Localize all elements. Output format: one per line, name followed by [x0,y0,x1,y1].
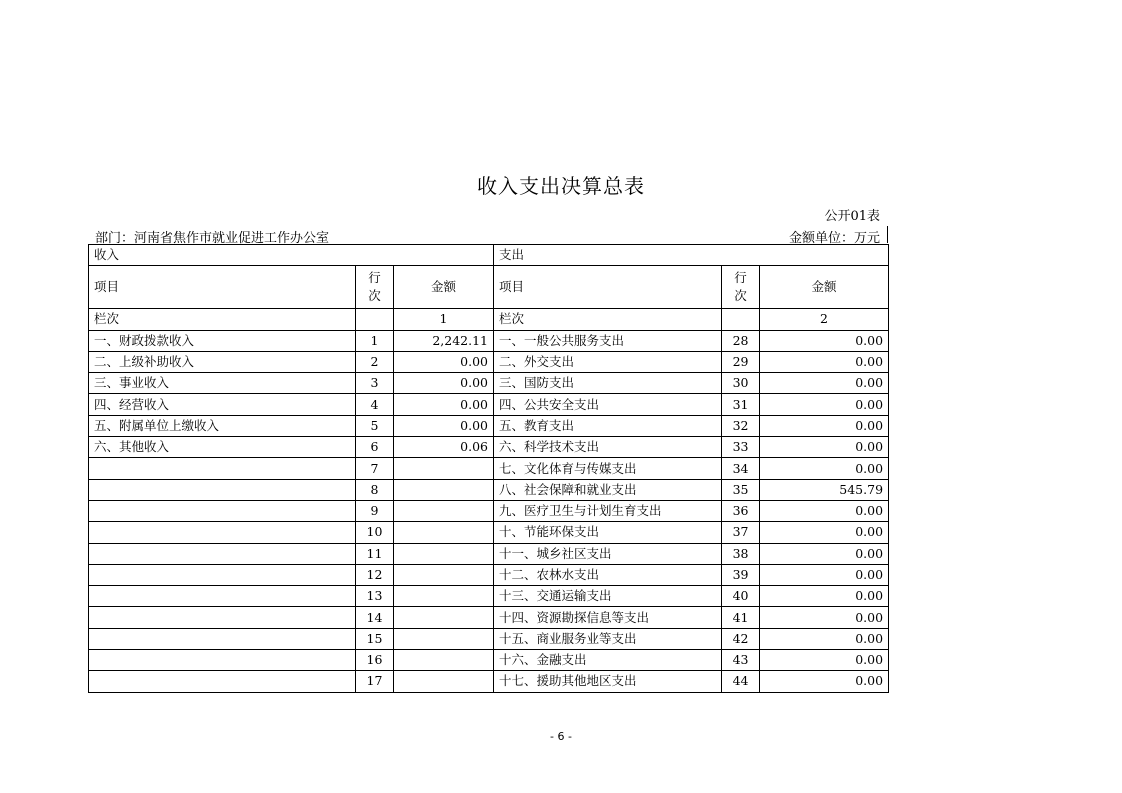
expense-item-cell: 五、教育支出 [494,415,722,436]
expense-row-no-cell: 28 [722,330,760,351]
expense-row-no-cell: 29 [722,351,760,372]
income-item-cell: 一、财政拨款收入 [89,330,356,351]
income-amount-cell [394,522,494,543]
income-amount-cell [394,564,494,585]
row-no-header-bottom: 次 [734,287,747,303]
expense-row-no-cell: 30 [722,373,760,394]
table-row [89,437,889,458]
table-row [89,564,889,585]
expense-row-no-cell: 35 [722,479,760,500]
income-row-no-cell: 10 [356,522,394,543]
income-item-cell: 五、附属单位上缴收入 [89,415,356,436]
expense-row-no-header [722,266,760,309]
department-label: 部门：河南省焦作市就业促进工作办公室 [95,231,330,246]
table-row [89,373,889,394]
expense-amount-cell: 0.00 [760,671,889,692]
expense-amount-cell: 0.00 [760,458,889,479]
income-amount-cell [394,479,494,500]
expense-amount-cell: 0.00 [760,500,889,521]
expense-row-no-cell: 33 [722,437,760,458]
income-amount-cell: 0.00 [394,394,494,415]
income-section-header: 收入 [89,245,494,266]
form-number: 公开01表 [824,209,880,224]
income-row-no-header [356,266,394,309]
income-item-cell [89,500,356,521]
expense-amount-header: 金额 [760,266,889,309]
income-item-cell: 三、事业收入 [89,373,356,394]
expense-row-no-cell: 31 [722,394,760,415]
income-amount-cell [394,543,494,564]
expense-amount-cell: 0.00 [760,351,889,372]
table-row [89,522,889,543]
expense-amount-cell: 0.00 [760,415,889,436]
income-item-cell [89,607,356,628]
expense-item-cell: 六、科学技术支出 [494,437,722,458]
income-amount-cell [394,607,494,628]
expense-item-cell: 十一、城乡社区支出 [494,543,722,564]
table-row [89,671,889,692]
income-item-cell [89,543,356,564]
income-item-cell [89,586,356,607]
expense-amount-cell: 0.00 [760,394,889,415]
expense-amount-cell: 0.00 [760,564,889,585]
expense-amount-cell: 0.00 [760,607,889,628]
income-row-no-cell: 9 [356,500,394,521]
expense-amount-cell: 0.00 [760,586,889,607]
section-header-row [89,245,889,266]
expense-item-header: 项目 [494,266,722,309]
income-item-cell [89,522,356,543]
income-amount-cell: 0.00 [394,373,494,394]
income-amount-cell: 0.06 [394,437,494,458]
table-row [89,351,889,372]
expense-amount-cell: 0.00 [760,543,889,564]
table-row [89,394,889,415]
expense-section-header: 支出 [494,245,889,266]
table-row [89,458,889,479]
expense-row-no-cell: 34 [722,458,760,479]
income-item-cell [89,458,356,479]
income-row-no-cell: 4 [356,394,394,415]
table-row [89,500,889,521]
expense-item-cell: 二、外交支出 [494,351,722,372]
income-item-header: 项目 [89,266,356,309]
income-amount-cell [394,500,494,521]
table-row [89,330,889,351]
income-amount-header: 金额 [394,266,494,309]
table-row [89,479,889,500]
expense-row-no-cell: 36 [722,500,760,521]
amount-unit-label: 金额单位：万元 [788,231,880,246]
income-amount-cell: 2,242.11 [394,330,494,351]
table-row [89,543,889,564]
expense-row-no-cell: 41 [722,607,760,628]
income-row-no-cell: 17 [356,671,394,692]
expense-item-cell: 十六、金融支出 [494,650,722,671]
expense-col-order-number: 2 [760,309,889,330]
income-amount-cell: 0.00 [394,351,494,372]
page-title: 收入支出决算总表 [477,174,645,198]
expense-row-no-cell: 43 [722,650,760,671]
expense-amount-cell: 0.00 [760,650,889,671]
row-no-header-top: 行 [368,269,381,285]
income-item-cell [89,650,356,671]
income-row-no-cell: 11 [356,543,394,564]
income-row-no-cell: 14 [356,607,394,628]
table-body [89,330,889,692]
income-amount-cell: 0.00 [394,415,494,436]
income-amount-cell [394,586,494,607]
income-item-cell: 二、上级补助收入 [89,351,356,372]
expense-amount-cell: 0.00 [760,437,889,458]
expense-amount-cell: 0.00 [760,628,889,649]
expense-row-no-cell: 39 [722,564,760,585]
income-expense-table [88,244,889,693]
income-col-order-number: 1 [394,309,494,330]
expense-row-no-cell: 37 [722,522,760,543]
expense-col-order-label: 栏次 [494,309,722,330]
unit-divider [887,226,888,243]
income-row-no-cell: 3 [356,373,394,394]
expense-item-cell: 三、国防支出 [494,373,722,394]
income-row-no-cell: 15 [356,628,394,649]
expense-amount-cell: 0.00 [760,373,889,394]
income-row-no-cell: 8 [356,479,394,500]
income-amount-cell [394,650,494,671]
expense-item-cell: 十七、援助其他地区支出 [494,671,722,692]
income-col-order-label: 栏次 [89,309,356,330]
expense-item-cell: 九、医疗卫生与计划生育支出 [494,500,722,521]
column-order-row [89,309,889,330]
table-row [89,650,889,671]
income-row-no-cell: 7 [356,458,394,479]
table-row [89,415,889,436]
expense-amount-cell: 0.00 [760,330,889,351]
income-amount-cell [394,458,494,479]
expense-item-cell: 八、社会保障和就业支出 [494,479,722,500]
table-row [89,607,889,628]
expense-amount-cell: 545.79 [760,479,889,500]
income-row-no-cell: 2 [356,351,394,372]
expense-item-cell: 七、文化体育与传媒支出 [494,458,722,479]
income-item-cell [89,628,356,649]
expense-row-no-cell: 44 [722,671,760,692]
expense-item-cell: 十四、资源勘探信息等支出 [494,607,722,628]
income-row-no-cell: 1 [356,330,394,351]
expense-item-cell: 十二、农林水支出 [494,564,722,585]
expense-row-no-cell: 32 [722,415,760,436]
column-header-row [89,266,889,309]
income-amount-cell [394,628,494,649]
income-row-no-cell: 5 [356,415,394,436]
row-no-header-bottom: 次 [368,287,381,303]
income-item-cell: 六、其他收入 [89,437,356,458]
income-col-order-empty [356,309,394,330]
table-row [89,586,889,607]
expense-row-no-cell: 38 [722,543,760,564]
expense-item-cell: 一、一般公共服务支出 [494,330,722,351]
expense-col-order-empty [722,309,760,330]
income-item-cell: 四、经营收入 [89,394,356,415]
income-amount-cell [394,671,494,692]
expense-item-cell: 十五、商业服务业等支出 [494,628,722,649]
table-row [89,628,889,649]
expense-item-cell: 十、节能环保支出 [494,522,722,543]
expense-row-no-cell: 42 [722,628,760,649]
income-row-no-cell: 13 [356,586,394,607]
income-row-no-cell: 12 [356,564,394,585]
income-row-no-cell: 6 [356,437,394,458]
income-item-cell [89,564,356,585]
expense-row-no-cell: 40 [722,586,760,607]
row-no-header-top: 行 [734,269,747,285]
expense-item-cell: 十三、交通运输支出 [494,586,722,607]
income-item-cell [89,479,356,500]
expense-item-cell: 四、公共安全支出 [494,394,722,415]
income-item-cell [89,671,356,692]
page-number: - 6 - [550,730,572,743]
expense-amount-cell: 0.00 [760,522,889,543]
income-row-no-cell: 16 [356,650,394,671]
